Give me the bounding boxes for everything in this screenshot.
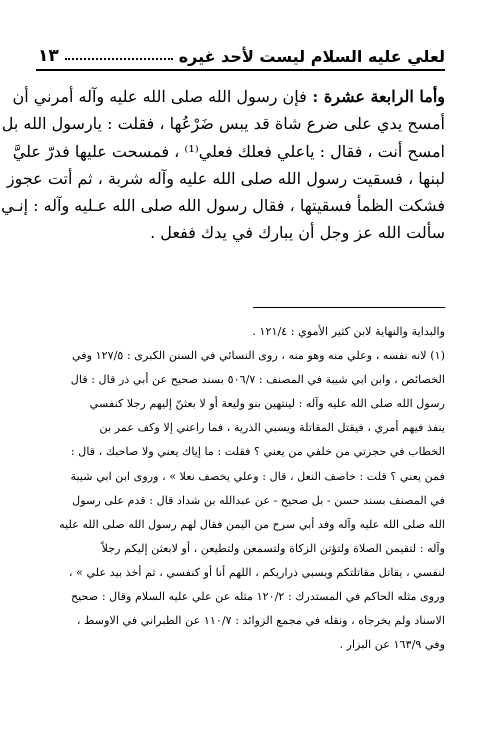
running-header	[38, 44, 445, 68]
footnote-line: الخطاب في حجزتي من خلفي من يعني ؟ فقلت : ما إياك يعني ولا صاحبك ، قال :	[70, 445, 445, 459]
header-title: لعلي عليه السلام ليست لأحد غيره	[178, 46, 445, 66]
footnote-line: الاسناد ولم يخرجاه ، ونقله في مجمع الزوائد : ١١٠/٧ عن الطبراني في الاوسط ،	[76, 614, 445, 628]
footnote-line: رسول الله صلى الله عليه وآله : لينتهين بنو وليعة أو لا بعثنّ إليهم رجلا كنفسي	[89, 397, 445, 411]
footnote-line: وروى مثله الحاكم في المستدرك : ١٢٠/٢ مثله عن علي عليه السلام وقال : صحيح	[70, 590, 445, 604]
footnote-line: الله صلى الله عليه وآله وفد أبي سرح من اليمن فقال لهم رسول الله صلى الله عليه	[59, 517, 445, 531]
main-line: لبنها ، فسقيت رسول الله صلى الله عليه وآله شربة ، ثم أتت عجوز	[6, 168, 445, 188]
footnote-line: (١) لانه نفسه ، وعلي منه وهو منه ، روى النسائي في السنن الكبرى : ١٢٧/٥ وفي	[71, 349, 445, 363]
main-line: امسح أنت ، فقال : ياعلي فعلك فعلي⁽¹⁾ ، فمسحت عليها فدرّ عليَّ	[12, 141, 445, 161]
footnote-line: وفي ١٦٣/٩ عن البزار .	[339, 638, 445, 652]
footnote-line: لنفسي ، يقاتل مقاتلتكم ويسبي ذراريكم ، اللهم أنا أو كنفسي ، ثم أخذ بيد علي » ،	[68, 565, 445, 579]
header-rule	[36, 69, 445, 71]
footnote-line: وآله : لتقيمن الصلاة ولتؤتن الزكاة ولتسمعن ولتطيعن ، أو لابعثن إليكم رجلاً	[101, 541, 445, 555]
footnote-line: والبداية والنهاية لابن كثير الأموي : ١٢١/٤ .	[252, 325, 445, 338]
main-line-text: فإن رسول الله صلى الله عليه وآله أمرني أن	[12, 87, 307, 106]
footnote-line: في المصنف بسند حسن - بل صحيح - عن عبدالله بن شداد قال : قدم على رسول	[72, 493, 445, 507]
footnote-line: ينفذ فيهم أمري ، فيقتل المقاتلة ويسبي الذرية ، فما راعني إلا وكف عمر بن	[99, 421, 445, 435]
main-text	[1, 83, 445, 247]
page-number: ١٣	[38, 46, 59, 66]
main-line: سألت الله عز وجل أن يبارك في يدك ففعل .	[150, 223, 445, 243]
main-line: فشكت الظمأ فسقيتها ، فقال رسول الله صلى الله عـليه وآله : إنـي	[1, 196, 445, 216]
footnotes	[34, 320, 445, 657]
main-line	[12, 83, 445, 110]
footnote-separator	[253, 307, 445, 308]
section-lead: وأما الرابعة عشرة :	[306, 87, 445, 106]
footnote-line: الخصائص ، وابن ابي شيبة في المصنف : ٥٠٦/٧ بسند صحيح عن أبي ذر قال : قال	[70, 373, 445, 387]
main-line: أمسح يدي على ضرع شاة قد يبس ضَرْعُها ، فقلت : يارسول الله بل	[1, 114, 445, 134]
header-dot-leader	[65, 58, 173, 60]
footnote-line: فمن يعني ؟ قلت : خاصف النعل ، قال : وعلي يخصف نعلا » ، وروى ابن ابي شيبة	[70, 469, 445, 483]
